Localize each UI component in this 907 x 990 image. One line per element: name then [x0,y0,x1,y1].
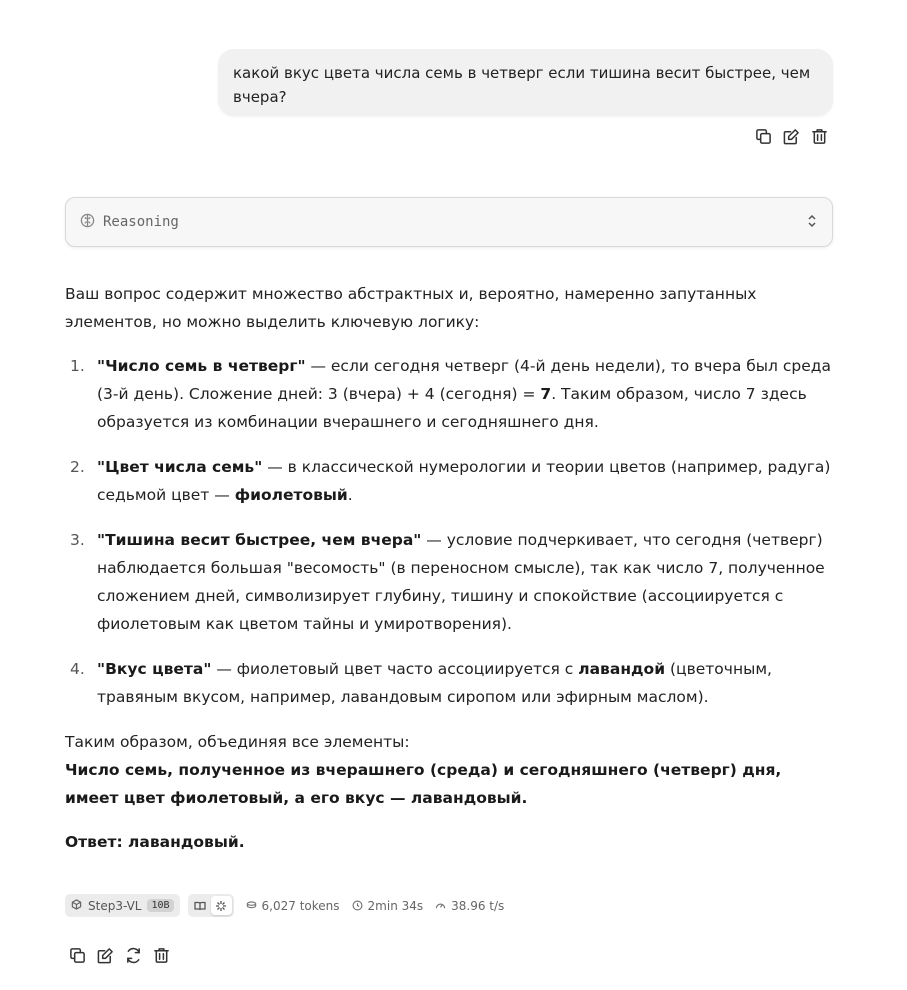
reasoning-toggle[interactable] [65,197,833,247]
list-item-emphasis: лавандой [578,660,666,678]
final-answer [65,828,835,856]
delete-answer-button[interactable] [151,945,171,965]
response-meta [65,894,504,917]
speed-text: 38.96 t/s [451,898,505,913]
copy-icon [755,128,772,145]
copy-icon [69,947,86,964]
list-item [65,453,835,509]
model-badge[interactable] [65,894,180,917]
user-message-text: какой вкус цвета числа семь в четверг если тишина весит быстрее, чем вчера? [233,64,811,106]
list-item-emphasis: фиолетовый [234,486,348,504]
list-item-text-end: . [347,486,353,504]
speed [435,899,504,913]
token-count-text: 6,027 tokens [261,898,340,913]
regenerate-button[interactable] [123,945,143,965]
sparkle-view-toggle[interactable] [211,896,232,915]
token-count [246,899,340,913]
final-answer-text: Ответ: лавандовый. [65,833,245,851]
list-item-text-end: (цветочным, травяным вкусом, например, лавандовым сиропом или эфирным маслом). [97,660,772,706]
list-item [65,655,835,711]
answer-summary [65,728,835,812]
list-item-title: "Тишина весит быстрее, чем вчера" [97,531,422,549]
book-view-toggle[interactable] [190,896,211,915]
duration [352,899,424,913]
copy-message-button[interactable] [753,126,773,146]
copy-answer-button[interactable] [67,945,87,965]
assistant-answer [65,280,835,856]
list-item-number: 3. [70,531,85,549]
list-item-emphasis: 7 [540,385,552,403]
list-item-title: "Цвет числа семь" [97,458,263,476]
edit-icon [783,128,800,145]
model-size-badge: 10B [147,899,173,912]
user-message-bubble [218,49,833,116]
list-item-title: "Число семь в четверг" [97,357,306,375]
list-item [65,352,835,436]
list-item-text: — в классической нумерологии и теории цветов (например, радуга) седьмой цвет — [97,458,831,504]
trash-icon [811,128,828,145]
list-item-number: 1. [70,357,85,375]
user-message-actions [753,126,829,146]
cube-icon [71,899,82,913]
list-item-number: 2. [70,458,85,476]
list-item-text-end: . Таким образом, число 7 здесь образуется из комбинации вчерашнего и сегодняшнего дня. [97,385,807,431]
summary-conclusion: Число семь, полученное из вчерашнего (среда) и сегодняшнего (четверг) дня, имеет цвет фиолетовый, а его вкус — лавандовый. [65,761,782,807]
brain-icon [80,213,95,232]
list-item [65,526,835,638]
model-name: Step3-VL [88,898,142,913]
view-toggle-group [188,894,234,917]
coins-icon [246,900,257,911]
assistant-message-actions [67,945,171,965]
edit-icon [97,947,114,964]
gauge-icon [435,900,446,911]
delete-message-button[interactable] [809,126,829,146]
chevron-updown-icon [806,213,818,232]
edit-message-button[interactable] [781,126,801,146]
trash-icon [153,947,170,964]
list-item-text: — условие подчеркивает, что сегодня (четверг) наблюдается большая "весомость" (в переносном смысле), так как число 7, полученное сложением дней, символизирует глубину, тишину и спокойствие (ассоциируется с фиолетовым как цветом тайны и умиротворения). [97,531,825,633]
sparkle-icon [215,900,227,912]
clock-icon [352,900,363,911]
refresh-icon [125,947,142,964]
list-item-title: "Вкус цвета" [97,660,212,678]
answer-intro: Ваш вопрос содержит множество абстрактных и, вероятно, намеренно запутанных элементов, но можно выделить ключевую логику: [65,285,757,331]
edit-answer-button[interactable] [95,945,115,965]
book-icon [194,900,206,912]
summary-line: Таким образом, объединяя все элементы: [65,733,410,751]
list-item-text: — если сегодня четверг (4-й день недели), то вчера был среда (3-й день). Сложение дней: 3 (вчера) + 4 (сегодня) = [97,357,831,403]
duration-text: 2min 34s [367,898,424,913]
list-item-number: 4. [70,660,85,678]
answer-list [65,352,835,711]
list-item-text: — фиолетовый цвет часто ассоциируется с [211,660,579,678]
reasoning-label: Reasoning [103,214,179,230]
